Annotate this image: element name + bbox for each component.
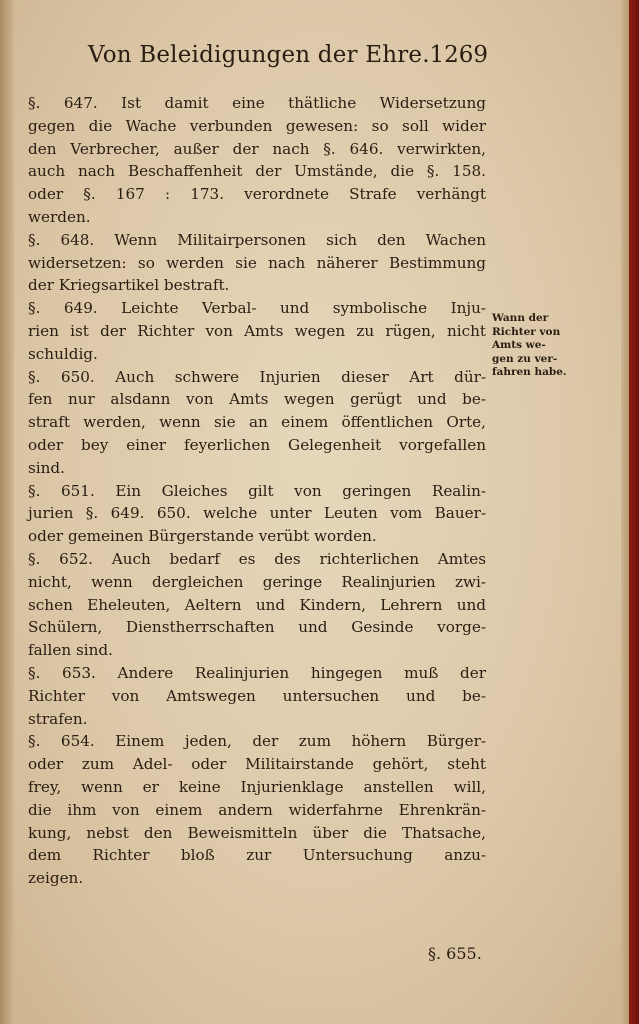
text-line: fallen sind. [28, 641, 113, 660]
paragraph-652 [28, 548, 486, 662]
text-line: oder bey einer feyerlichen Gelegenheit vorgefallen [28, 435, 486, 454]
text-line: widersetzen: so werden sie nach näherer Bestimmung [28, 253, 486, 272]
page-right-shadow [621, 0, 629, 1024]
text-line: auch nach Beschaffenheit der Umstände, die §. 158. [28, 162, 486, 181]
text-line: sind. [28, 458, 65, 477]
margin-note-line: Wann der [492, 312, 549, 324]
text-line: schen Eheleuten, Aeltern und Kindern, Lehrern und [28, 595, 486, 614]
text-line: §. 647. Ist damit eine thätliche Widersetzung [28, 94, 486, 112]
text-line: werden. [28, 207, 91, 226]
text-line: oder §. 167 : 173. verordnete Strafe verhängt [28, 185, 486, 204]
text-line: strafen. [28, 709, 88, 728]
paragraph-648 [28, 229, 486, 297]
margin-note-line: Amts we- [492, 339, 546, 352]
running-head: Von Beleidigungen der Ehre. [88, 42, 430, 68]
text-line: §. 651. Ein Gleiches gilt von geringen Realin- [28, 481, 486, 500]
text-line: §. 648. Wenn Militairpersonen sich den Wachen [28, 230, 486, 249]
text-line: rien ist der Richter von Amts wegen zu rügen, nicht [28, 321, 486, 340]
text-line: §. 650. Auch schwere Injurien dieser Art dür- [28, 367, 486, 386]
text-line: nicht, wenn dergleichen geringe Realinjurien zwi- [28, 572, 486, 591]
text-line: oder gemeinen Bürgerstande verübt worden. [28, 527, 377, 546]
paragraph-650 [28, 366, 486, 480]
paragraph-651 [28, 480, 486, 548]
text-line: kung, nebst den Beweismitteln über die Thatsache, [28, 823, 486, 842]
page-header [88, 42, 488, 82]
text-line: §. 652. Auch bedarf es des richterlichen Amtes [28, 549, 486, 568]
catchword: §. 655. [428, 944, 482, 963]
text-line: straft werden, wenn sie an einem öffentlichen Orte, [28, 413, 486, 432]
page-number: 1269 [429, 42, 488, 68]
text-line: Richter von Amtswegen untersuchen und be- [28, 686, 486, 705]
text-line: schuldig. [28, 344, 98, 363]
text-line: zeigen. [28, 869, 84, 888]
text-line: die ihm von einem andern widerfahrne Ehrenkrän- [28, 800, 486, 819]
margin-note-line: Richter von [492, 325, 561, 338]
text-line: jurien §. 649. 650. welche unter Leuten vom Bauer- [28, 504, 486, 523]
paragraph-649 [28, 297, 486, 365]
margin-note-line: fahren habe. [492, 366, 567, 379]
text-line: dem Richter bloß zur Untersuchung anzu- [28, 846, 486, 865]
page-left-edge [0, 0, 14, 1024]
paragraph-647 [28, 92, 486, 229]
text-line: Schülern, Dienstherrschaften und Gesinde vorge- [28, 618, 486, 637]
text-line: §. 654. Einem jeden, der zum höhern Bürger- [28, 732, 486, 751]
text-line: oder zum Adel- oder Militairstande gehört, steht [28, 755, 486, 774]
text-line: §. 653. Andere Realinjurien hingegen muß der [28, 663, 486, 682]
page-body [28, 92, 486, 890]
paragraph-653 [28, 662, 486, 730]
margin-note [492, 312, 584, 380]
text-line: fen nur alsdann von Amts wegen gerügt und be- [28, 390, 486, 409]
text-line: gegen die Wache verbunden gewesen: so soll wider [28, 116, 486, 135]
paragraph-654 [28, 730, 486, 890]
text-line: §. 649. Leichte Verbal- und symbolische Inju- [28, 299, 486, 318]
text-line: frey, wenn er keine Injurienklage anstellen will, [28, 777, 486, 796]
text-line: der Kriegsartikel bestraft. [28, 276, 230, 295]
margin-note-line: gen zu ver- [492, 352, 558, 365]
text-line: den Verbrecher, außer der nach §. 646. verwirkten, [28, 139, 486, 158]
book-cover-edge [629, 0, 639, 1024]
